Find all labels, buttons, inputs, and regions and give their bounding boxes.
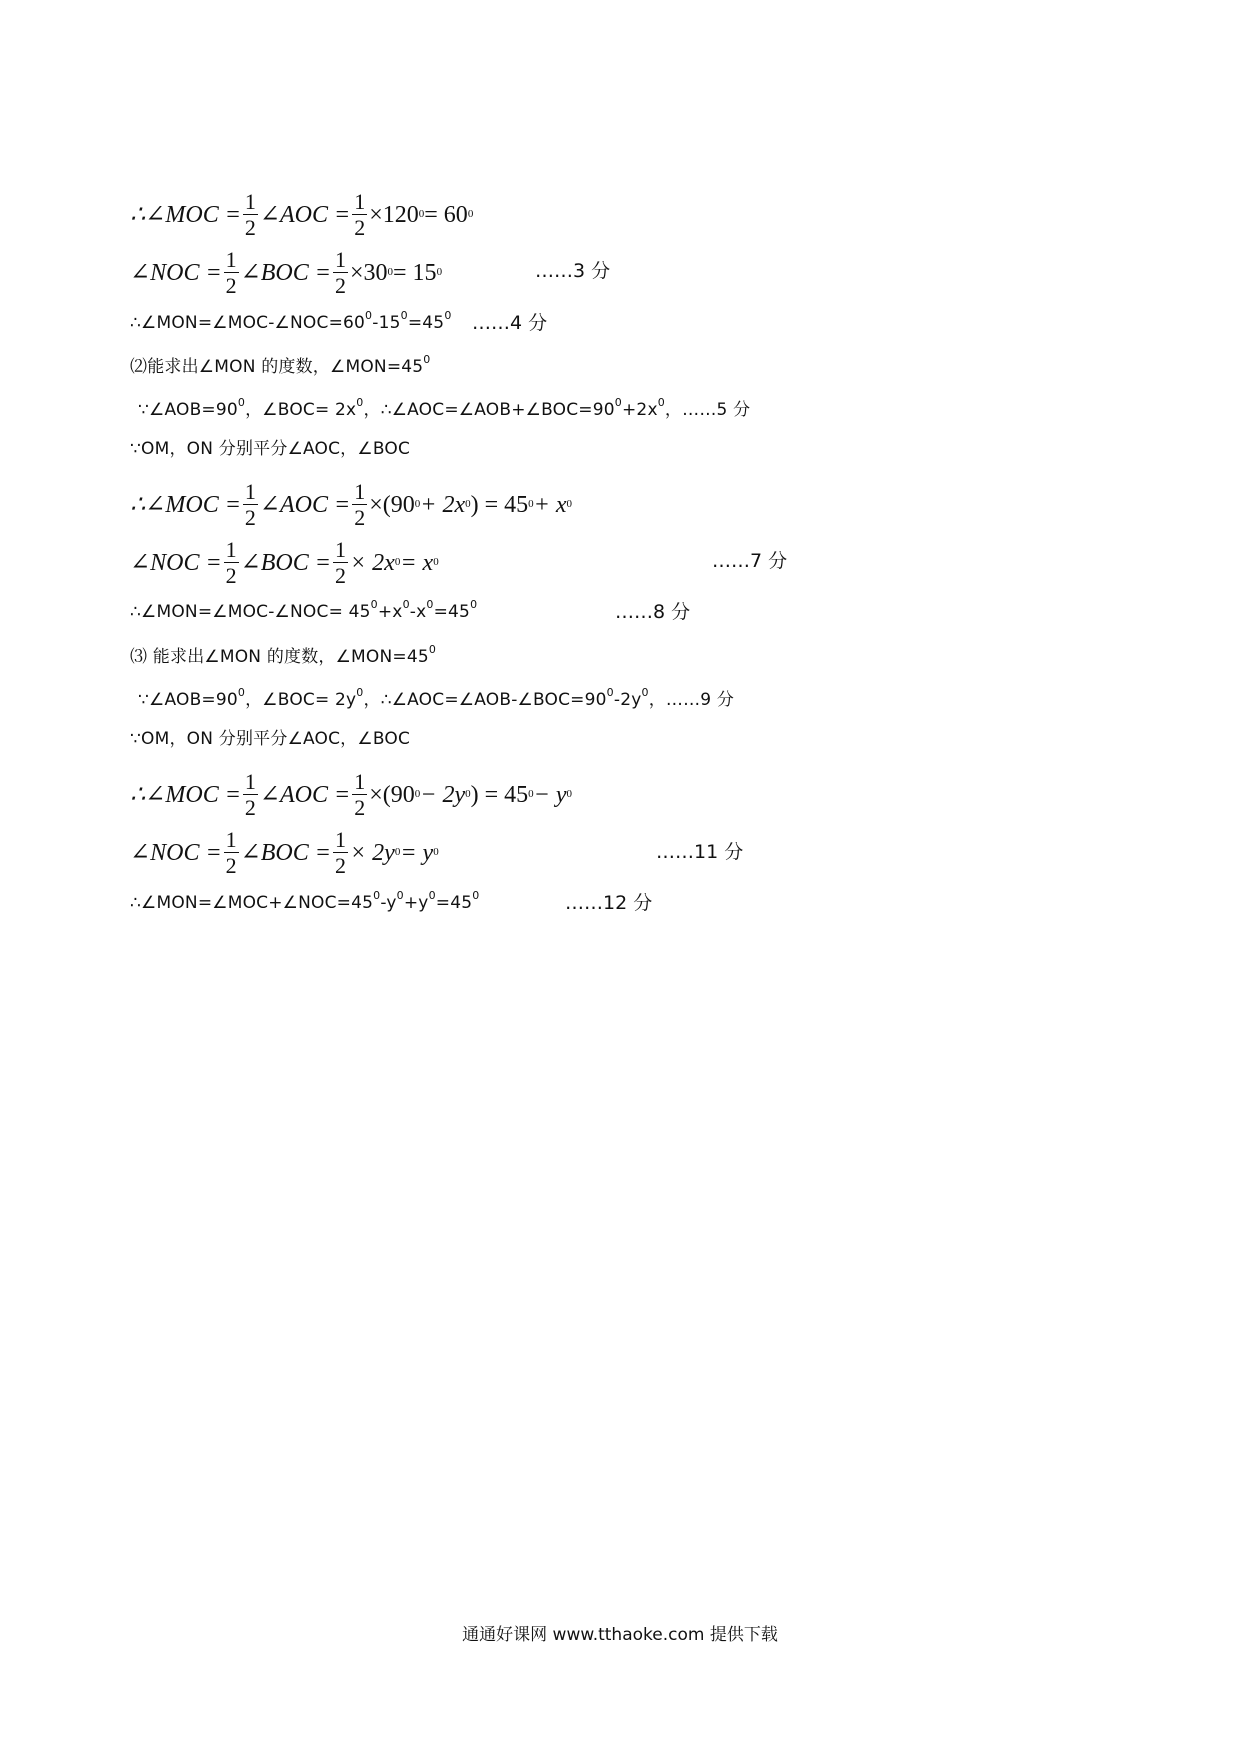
degree-mark: 0 bbox=[387, 266, 394, 279]
denominator: 2 bbox=[334, 273, 346, 299]
eq-text: × 2x bbox=[349, 549, 395, 576]
degree-mark: 0 bbox=[614, 396, 622, 409]
eq-text: = y bbox=[400, 839, 434, 866]
given-text: ，∴∠AOC=∠AOB+∠BOC=90 bbox=[363, 400, 615, 420]
denominator: 2 bbox=[354, 795, 366, 821]
degree-mark: 0 bbox=[428, 643, 437, 656]
eq-text: = 60 bbox=[424, 201, 468, 228]
eq-text: ∠AOC = bbox=[259, 781, 351, 808]
fraction-half bbox=[352, 190, 367, 239]
mon-text: ∴∠MON=∠MOC-∠NOC=60 bbox=[130, 313, 366, 333]
degree-mark: 0 bbox=[418, 208, 425, 221]
mon-result-1 bbox=[130, 310, 452, 332]
degree-mark: 0 bbox=[528, 498, 534, 511]
degree-mark: 0 bbox=[465, 788, 471, 801]
numerator: 1 bbox=[244, 479, 256, 504]
mon-text: =45 bbox=[433, 602, 471, 622]
given-text: ，∠BOC= 2y bbox=[245, 690, 357, 710]
bisect-text: ∵OM，ON 分别平分∠AOC，∠BOC bbox=[130, 439, 411, 459]
denominator: 2 bbox=[225, 853, 237, 879]
equation-noc-1 bbox=[130, 248, 442, 297]
given-aob-x bbox=[138, 397, 750, 419]
denominator: 2 bbox=[225, 563, 237, 589]
bisect-statement-2 bbox=[130, 731, 410, 748]
eq-text: ∴∠MOC = bbox=[130, 491, 241, 518]
fraction-half bbox=[352, 770, 367, 819]
score-11: ……11 分 bbox=[656, 841, 744, 863]
degree-mark: 0 bbox=[472, 889, 480, 902]
eq-text: ∠NOC = bbox=[130, 839, 222, 866]
degree-mark: 0 bbox=[465, 498, 471, 511]
equation-moc-3 bbox=[130, 770, 572, 819]
degree-mark: 0 bbox=[470, 598, 478, 611]
given-text: ，……5 分 bbox=[664, 400, 751, 420]
degree-mark: 0 bbox=[400, 309, 408, 322]
degree-mark: 0 bbox=[394, 846, 401, 859]
numerator: 1 bbox=[354, 479, 366, 504]
degree-mark: 0 bbox=[436, 266, 443, 279]
eq-text: ×(90 bbox=[369, 781, 415, 808]
heading-text: ⑵能求出∠MON 的度数，∠MON=45 bbox=[130, 357, 424, 377]
degree-mark: 0 bbox=[641, 686, 649, 699]
bisect-statement-1 bbox=[130, 441, 410, 458]
equation-moc-2 bbox=[130, 480, 572, 529]
mon-text: +y bbox=[403, 893, 429, 913]
numerator: 1 bbox=[334, 827, 346, 852]
eq-text: ∴∠MOC = bbox=[130, 781, 241, 808]
degree-mark: 0 bbox=[428, 889, 436, 902]
eq-text: ∠BOC = bbox=[240, 259, 331, 286]
mon-text: -x bbox=[409, 602, 427, 622]
score-7: ……7 分 bbox=[712, 550, 788, 572]
degree-mark: 0 bbox=[433, 556, 439, 569]
eq-text: ×120 bbox=[369, 201, 419, 228]
degree-mark: 0 bbox=[423, 353, 431, 366]
denominator: 2 bbox=[225, 273, 237, 299]
eq-text: − y bbox=[533, 781, 567, 808]
mon-text: -y bbox=[380, 893, 397, 913]
equation-moc-1 bbox=[130, 190, 473, 239]
given-text: ∵∠AOB=90 bbox=[138, 690, 238, 710]
degree-mark: 0 bbox=[414, 788, 421, 801]
numerator: 1 bbox=[225, 537, 237, 562]
eq-text: ×30 bbox=[349, 259, 388, 286]
fraction-half bbox=[224, 828, 239, 877]
given-text: ，∴∠AOC=∠AOB-∠BOC=90 bbox=[363, 690, 607, 710]
eq-text: ∠BOC = bbox=[240, 839, 331, 866]
mon-text: =45 bbox=[407, 313, 445, 333]
equation-noc-2 bbox=[130, 538, 439, 587]
given-text: ∵∠AOB=90 bbox=[138, 400, 238, 420]
eq-text: + 2x bbox=[420, 491, 466, 518]
mon-result-2 bbox=[130, 599, 477, 621]
numerator: 1 bbox=[354, 189, 366, 214]
degree-mark: 0 bbox=[237, 396, 246, 409]
eq-text: ∠AOC = bbox=[259, 491, 351, 518]
degree-mark: 0 bbox=[414, 498, 421, 511]
degree-mark: 0 bbox=[467, 208, 474, 221]
eq-text: + x bbox=[533, 491, 567, 518]
denominator: 2 bbox=[354, 215, 366, 241]
degree-mark: 0 bbox=[396, 889, 404, 902]
degree-mark: 0 bbox=[566, 788, 572, 801]
fraction-half bbox=[333, 538, 348, 587]
degree-mark: 0 bbox=[444, 309, 452, 322]
footer-download-note: 通通好课网 www.tthaoke.com 提供下载 bbox=[462, 1625, 778, 1645]
numerator: 1 bbox=[334, 247, 346, 272]
numerator: 1 bbox=[225, 827, 237, 852]
eq-text: ) = 45 bbox=[470, 491, 529, 518]
eq-text: ∠NOC = bbox=[130, 549, 222, 576]
eq-text: ) = 45 bbox=[470, 781, 529, 808]
degree-mark: 0 bbox=[433, 846, 439, 859]
denominator: 2 bbox=[244, 795, 256, 821]
mon-text: ∴∠MON=∠MOC+∠NOC=45 bbox=[130, 893, 374, 913]
bisect-text: ∵OM，ON 分别平分∠AOC，∠BOC bbox=[130, 729, 411, 749]
numerator: 1 bbox=[244, 769, 256, 794]
score-3: ……3 分 bbox=[535, 260, 611, 282]
degree-mark: 0 bbox=[356, 686, 364, 699]
score-12: ……12 分 bbox=[565, 892, 653, 914]
eq-text: = x bbox=[400, 549, 434, 576]
eq-text: ∴∠MOC = bbox=[130, 201, 241, 228]
denominator: 2 bbox=[354, 505, 366, 531]
fraction-half bbox=[333, 248, 348, 297]
heading-text: ⑶ 能求出∠MON 的度数，∠MON=45 bbox=[130, 647, 429, 667]
numerator: 1 bbox=[225, 247, 237, 272]
degree-mark: 0 bbox=[657, 396, 665, 409]
numerator: 1 bbox=[244, 189, 256, 214]
eq-text: × 2y bbox=[349, 839, 395, 866]
mon-text: =45 bbox=[435, 893, 473, 913]
degree-mark: 0 bbox=[566, 498, 572, 511]
numerator: 1 bbox=[334, 537, 346, 562]
given-text: ，∠BOC= 2x bbox=[245, 400, 357, 420]
degree-mark: 0 bbox=[394, 556, 401, 569]
eq-text: ∠NOC = bbox=[130, 259, 222, 286]
equation-noc-3 bbox=[130, 828, 439, 877]
eq-text: ×(90 bbox=[369, 491, 415, 518]
degree-mark: 0 bbox=[426, 598, 434, 611]
degree-mark: 0 bbox=[356, 396, 364, 409]
degree-mark: 0 bbox=[365, 309, 373, 322]
denominator: 2 bbox=[334, 853, 346, 879]
part-3-heading bbox=[130, 644, 436, 666]
degree-mark: 0 bbox=[370, 598, 378, 611]
fraction-half bbox=[243, 480, 258, 529]
given-aob-y bbox=[138, 687, 734, 709]
score-8: ……8 分 bbox=[615, 601, 691, 623]
degree-mark: 0 bbox=[606, 686, 614, 699]
part-2-heading bbox=[130, 354, 431, 376]
mon-result-3 bbox=[130, 890, 479, 912]
given-text: +2x bbox=[621, 400, 658, 420]
fraction-half bbox=[243, 190, 258, 239]
numerator: 1 bbox=[354, 769, 366, 794]
denominator: 2 bbox=[334, 563, 346, 589]
fraction-half bbox=[352, 480, 367, 529]
mon-text: -15 bbox=[372, 313, 401, 333]
degree-mark: 0 bbox=[373, 889, 381, 902]
eq-text: ∠AOC = bbox=[259, 201, 351, 228]
fraction-half bbox=[224, 248, 239, 297]
degree-mark: 0 bbox=[528, 788, 534, 801]
degree-mark: 0 bbox=[237, 686, 246, 699]
fraction-half bbox=[243, 770, 258, 819]
mon-text: ∴∠MON=∠MOC-∠NOC= 45 bbox=[130, 602, 371, 622]
mon-text: +x bbox=[377, 602, 403, 622]
eq-text: = 15 bbox=[393, 259, 437, 286]
fraction-half bbox=[333, 828, 348, 877]
degree-mark: 0 bbox=[402, 598, 410, 611]
given-text: -2y bbox=[613, 690, 642, 710]
fraction-half bbox=[224, 538, 239, 587]
denominator: 2 bbox=[244, 505, 256, 531]
denominator: 2 bbox=[244, 215, 256, 241]
score-4: ……4 分 bbox=[472, 312, 548, 334]
eq-text: − 2y bbox=[420, 781, 466, 808]
given-text: ，……9 分 bbox=[648, 690, 735, 710]
eq-text: ∠BOC = bbox=[240, 549, 331, 576]
